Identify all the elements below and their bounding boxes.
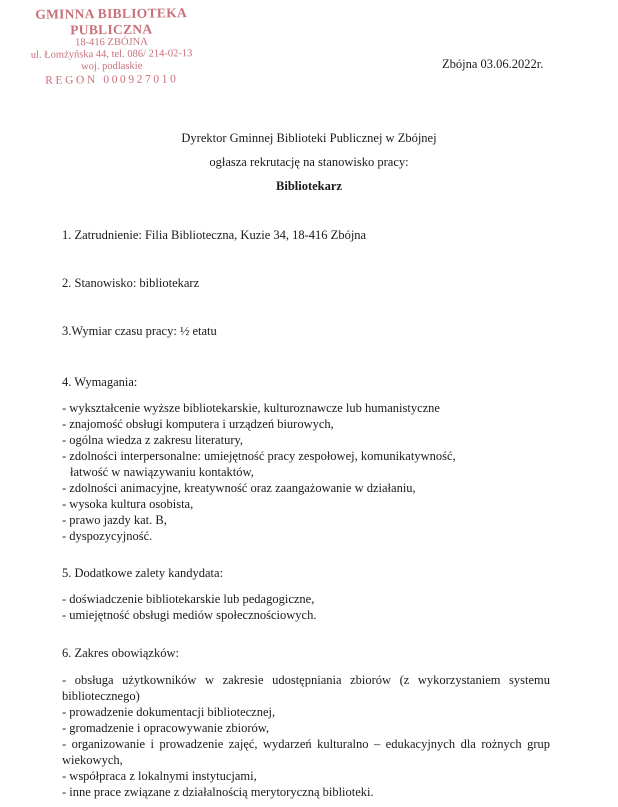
list-item: - obsługa użytkowników w zakresie udostępniania zbiorów (z wykorzystaniem systemu (62, 673, 550, 687)
list-item: - prowadzenie dokumentacji bibliotecznej, (62, 705, 276, 719)
duties-heading: 6. Zakres obowiązków: (62, 646, 179, 660)
list-item: - doświadczenie bibliotekarskie lub pedagogiczne, (62, 592, 315, 606)
extra-heading: 5. Dodatkowe zalety kandydata: (62, 566, 224, 580)
requirements-heading: 4. Wymagania: (62, 375, 138, 389)
stamp-regon: REGON 000927010 (45, 73, 179, 87)
document-date: Zbójna 03.06.2022r. (442, 57, 544, 71)
list-item: - dyspozycyjność. (62, 529, 153, 543)
stamp-title: GMINNA BIBLIOTEKA PUBLICZNA (35, 5, 188, 37)
stamp-postal: 18-416 ZBÓJNA (75, 36, 148, 49)
list-item: - inne prace związane z działalnością merytoryczną biblioteki. (62, 785, 374, 799)
library-stamp (14, 5, 210, 88)
list-item-continuation: bibliotecznego) (62, 689, 140, 703)
list-item: - współpraca z lokalnymi instytucjami, (62, 769, 257, 783)
list-item: - ogólna wiedza z zakresu literatury, (62, 433, 244, 447)
requirements-list (62, 400, 456, 544)
header-line-director: Dyrektor Gminnej Biblioteki Publicznej w Zbójnej (181, 131, 437, 145)
header-line-announcement: ogłasza rekrutację na stanowisko pracy: (209, 155, 409, 169)
list-item: - wysoka kultura osobista, (62, 497, 194, 511)
section-position: 2. Stanowisko: bibliotekarz (62, 276, 200, 290)
list-item: - wykształcenie wyższe bibliotekarskie, kulturoznawcze lub humanistyczne (62, 401, 440, 415)
list-item: - zdolności animacyjne, kreatywność oraz zaangażowanie w działaniu, (62, 481, 416, 495)
section-employment: 1. Zatrudnienie: Filia Biblioteczna, Kuzie 34, 18-416 Zbójna (62, 228, 367, 242)
list-item: łatwość w nawiązywaniu kontaktów, (70, 465, 254, 479)
list-item: - organizowanie i prowadzenie zajęć, wydarzeń kulturalno – edukacyjnych dla rożnych grup (62, 737, 550, 751)
section-working-hours: 3.Wymiar czasu pracy: ½ etatu (62, 324, 217, 338)
list-item: - prawo jazdy kat. B, (62, 513, 167, 527)
extra-list (62, 591, 316, 623)
list-item: - gromadzenie i opracowywanie zbiorów, (62, 721, 270, 735)
stamp-province: woj. podlaskie (81, 60, 143, 73)
page-title: Bibliotekarz (276, 179, 342, 193)
list-item: - znajomość obsługi komputera i urządzeń biurowych, (62, 417, 334, 431)
list-item: - umiejętność obsługi mediów społecznościowych. (62, 608, 317, 622)
list-item-continuation: wiekowych, (62, 753, 123, 767)
duties-list (62, 672, 550, 800)
list-item: - zdolności interpersonalne: umiejętność pracy zespołowej, komunikatywność, (62, 449, 456, 463)
stamp-address: ul. Łomżyńska 44, tel. 086/ 214-02-13 (30, 48, 193, 61)
